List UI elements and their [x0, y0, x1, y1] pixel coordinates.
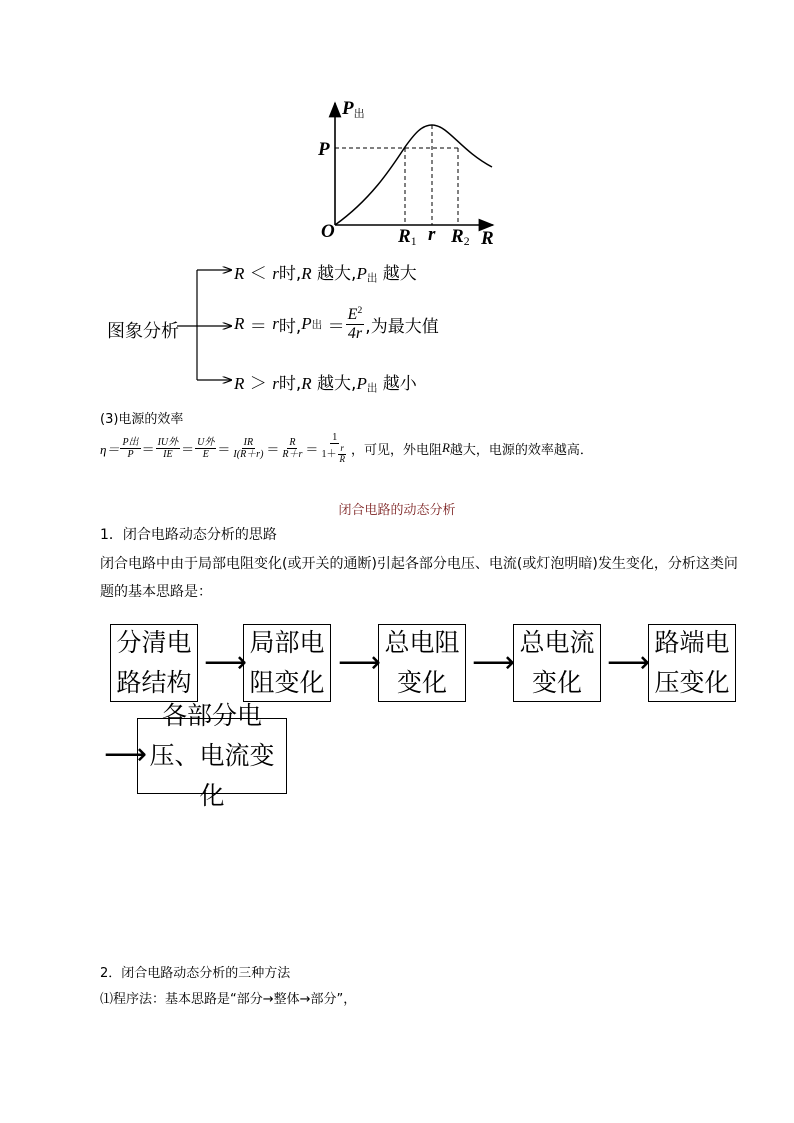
flow-arrow-5: ⟶	[104, 737, 148, 772]
analysis-case-3: R ＞ r时,R 越大$,P_出$ 越小	[234, 374, 417, 395]
item-2-method-1: ⑴程序法：基本思路是“部分→整体→部分”，	[100, 992, 357, 1007]
x-axis-label: R	[481, 228, 494, 249]
flow-box-4: 总电流 变化	[513, 624, 601, 702]
analysis-bracket	[175, 260, 235, 390]
flow-arrow-1: ⟶	[204, 645, 248, 680]
flow-arrow-2: ⟶	[338, 645, 382, 680]
analysis-label: 图象分析	[107, 321, 179, 342]
flow-box-2: 局部电 阻变化	[243, 624, 331, 702]
y-axis-label: $P_出$	[342, 98, 365, 120]
origin-label: O	[321, 221, 335, 242]
efficiency-formula: η＝ $\frac{\text{P出}}{P}$ ＝ $\frac{\text{IU外}}{IE}$ ＝ $\frac{\text{U外}}{E}$ ＝ $\frac{IR}{I(R+r)}$ ＝ $\frac{R}{R+r}$ ＝ 1 1＋ $\frac{r}{R}$ ，可见，外电阻 R 越大，电源的效率越高．	[100, 432, 593, 464]
p-level-label: P	[318, 139, 330, 160]
flow-box-5: 路端电 压变化	[648, 624, 736, 702]
flow-box-1: 分清电 路结构	[110, 624, 198, 702]
item-1-title: 1．闭合电路动态分析的思路	[100, 527, 277, 543]
item-1-paragraph: 闭合电路中由于局部电阻变化(或开关的通断)引起各部分电压、电流(或灯泡明暗)发生变化，分析这类问题的基本思路是：	[100, 556, 738, 600]
efficiency-heading: (3)电源的效率	[100, 412, 184, 427]
item-2-title: 2．闭合电路动态分析的三种方法	[100, 966, 291, 981]
analysis-case-2: R ＝ r 时, P 出 ＝ $\frac{E^2}{4r}$ ,为最大值	[234, 305, 439, 342]
flow-arrow-4: ⟶	[607, 645, 651, 680]
power-curve	[335, 125, 492, 225]
r1-label: $R_1$	[398, 226, 417, 248]
max-power-fraction: $\frac{E^2}{4r}$	[347, 305, 363, 342]
flow-box-3: 总电阻 变化	[378, 624, 466, 702]
r-peak-label: r	[428, 224, 436, 245]
r2-label: $R_2$	[451, 226, 470, 248]
analysis-case-1: R ＜ r时,R 越大$,P_出$ 越大	[234, 264, 417, 285]
section-title: 闭合电路的动态分析	[338, 503, 456, 518]
flow-arrow-3: ⟶	[472, 645, 516, 680]
flow-box-6: 各部分电 压、电流变化	[137, 718, 287, 794]
